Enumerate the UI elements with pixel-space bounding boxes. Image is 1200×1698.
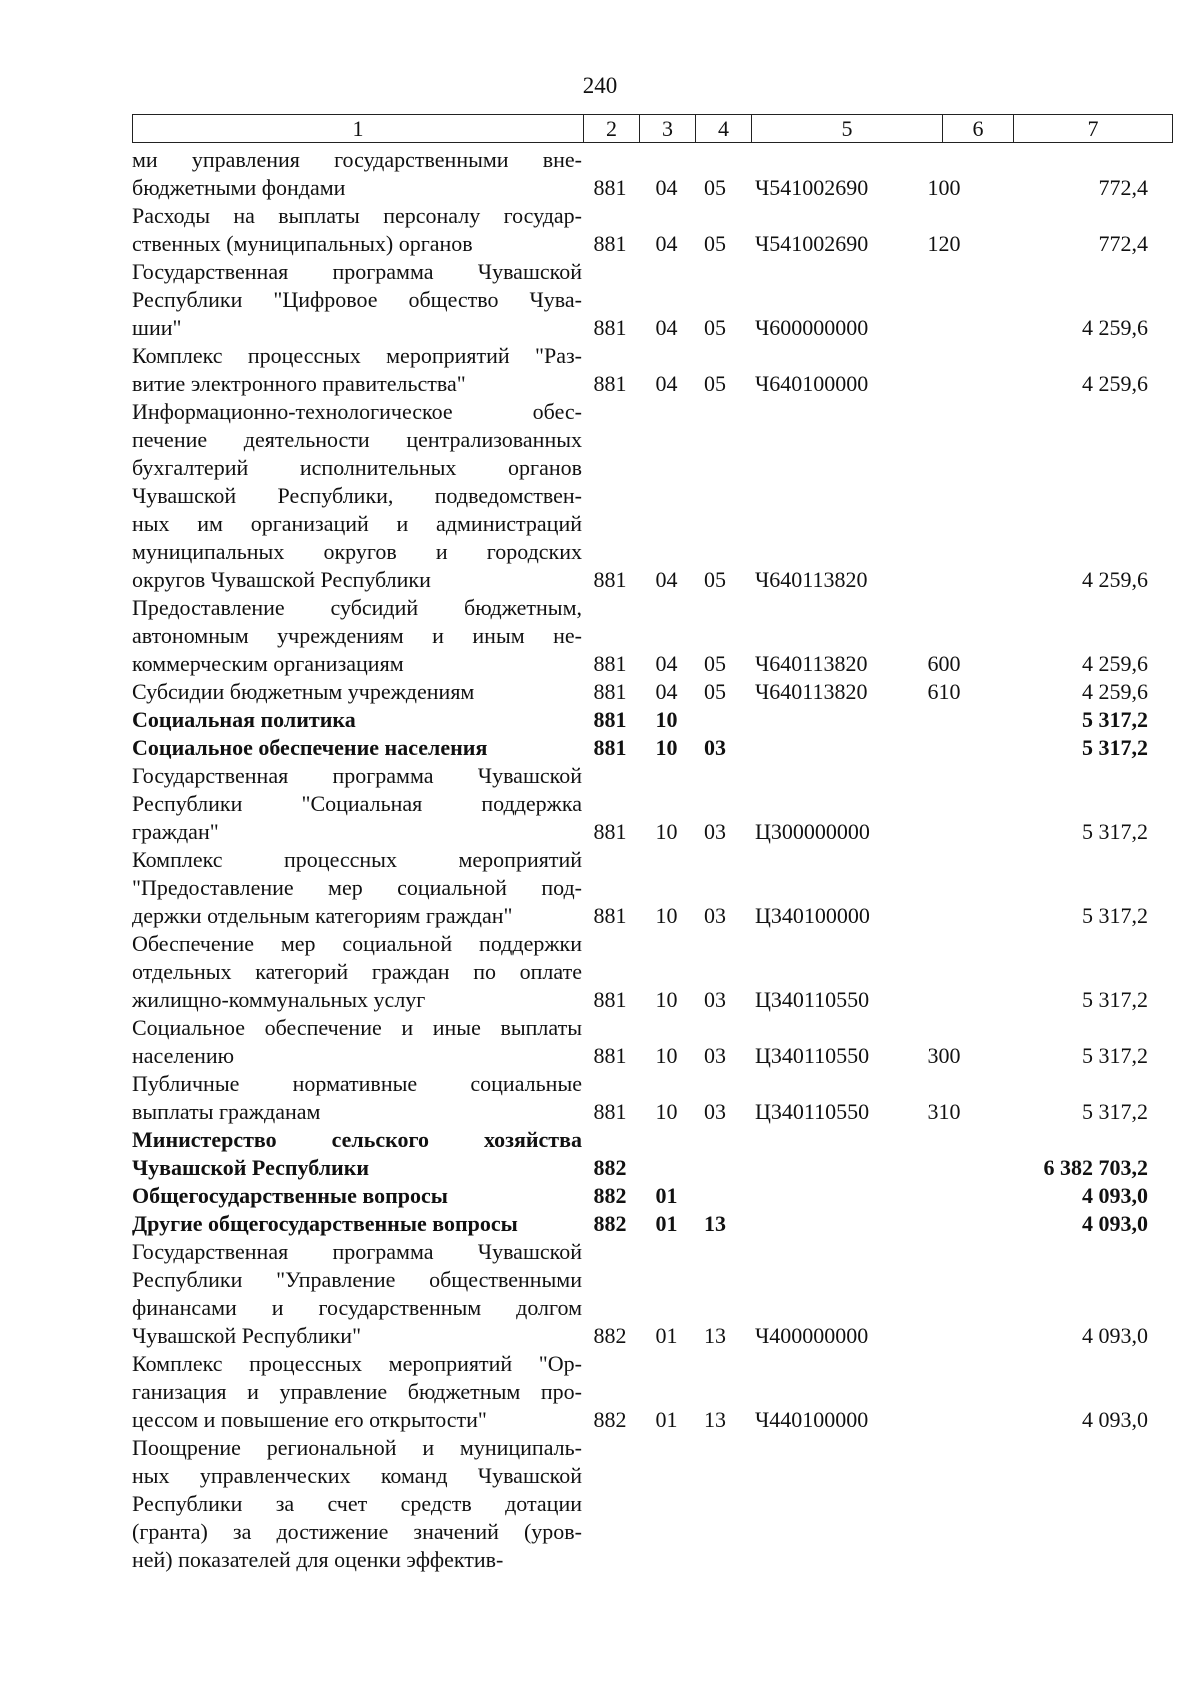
row-amount: 5 317,2: [1082, 819, 1148, 844]
row-code-subsection: 05: [704, 679, 726, 704]
row-code-subsection: 03: [704, 819, 726, 844]
description-line: граждан": [132, 819, 219, 844]
table-row: [132, 734, 1148, 762]
row-code-ministry: 882: [593, 1183, 627, 1208]
column-header-3: 3: [640, 115, 696, 143]
description-line: ми управления государственными вне-: [132, 147, 582, 172]
row-code-ministry: 882: [593, 1323, 627, 1348]
description-line: Чувашской Республики: [132, 1155, 370, 1180]
description-line: Республики "Цифровое общество Чува-: [132, 287, 582, 312]
row-code-section: 10: [655, 987, 678, 1012]
table-row: [132, 1070, 1148, 1126]
row-code-subsection: 05: [704, 315, 726, 340]
description-line: ственных (муниципальных) органов: [132, 231, 473, 256]
row-amount: 4 259,6: [1082, 371, 1148, 396]
row-code-subsection: 03: [704, 1043, 726, 1068]
row-description: [132, 762, 582, 846]
description-line: населению: [132, 1043, 235, 1068]
description-line: Социальная политика: [132, 707, 356, 732]
row-code-ministry: 881: [593, 987, 627, 1012]
description-line: бюджетными фондами: [132, 175, 346, 200]
row-amount: 4 093,0: [1082, 1323, 1148, 1348]
row-code-section: 04: [655, 231, 678, 256]
description-line: витие электронного правительства": [132, 371, 466, 396]
row-code-target: Ч640113820: [755, 679, 868, 704]
description-line: Предоставление субсидий бюджетным,: [132, 595, 582, 620]
row-description: [132, 258, 582, 342]
column-header-6: 6: [943, 115, 1014, 143]
table-row: [132, 258, 1148, 342]
row-code-target: Ц340110550: [755, 987, 870, 1012]
description-line: "Предоставление мер социальной под-: [132, 875, 582, 900]
description-line: Поощрение региональной и муниципаль-: [132, 1435, 582, 1460]
row-description: [132, 1434, 582, 1574]
row-description: [132, 1210, 582, 1238]
row-description: [132, 1014, 582, 1070]
description-line: Публичные нормативные социальные: [132, 1071, 582, 1096]
row-code-ministry: 881: [593, 567, 627, 592]
row-code-ministry: 882: [593, 1407, 627, 1432]
table-row: [132, 930, 1148, 1014]
row-code-expense-type: 600: [927, 651, 961, 676]
row-amount: 5 317,2: [1082, 903, 1148, 928]
row-code-target: Ц340100000: [755, 903, 870, 928]
description-line: Другие общегосударственные вопросы: [132, 1211, 518, 1236]
description-line: отдельных категорий граждан по оплате: [132, 959, 582, 984]
row-description: [132, 398, 582, 594]
table-row: [132, 594, 1148, 678]
row-code-section: 10: [655, 1099, 678, 1124]
description-line: выплаты гражданам: [132, 1099, 321, 1124]
row-code-subsection: 05: [704, 567, 726, 592]
column-header-4: 4: [696, 115, 752, 143]
description-line: ных им организаций и администраций: [132, 511, 582, 536]
row-code-subsection: 05: [704, 371, 726, 396]
row-amount: 4 259,6: [1082, 567, 1148, 592]
row-code-expense-type: 100: [927, 175, 961, 200]
description-line: Комплекс процессных мероприятий "Ор-: [132, 1351, 582, 1376]
row-description: [132, 1126, 582, 1182]
row-description: [132, 678, 582, 706]
description-line: шии": [132, 315, 182, 340]
row-code-target: Ц340110550: [755, 1043, 870, 1068]
row-code-subsection: 05: [704, 175, 726, 200]
row-code-section: 10: [655, 819, 678, 844]
row-amount: 772,4: [1098, 231, 1148, 256]
row-description: [132, 1238, 582, 1350]
table-row: [132, 202, 1148, 258]
row-code-ministry: 882: [593, 1211, 627, 1236]
description-line: Комплекс процессных мероприятий: [132, 847, 582, 872]
row-amount: 5 317,2: [1082, 1043, 1148, 1068]
description-line: Социальное обеспечение и иные выплаты: [132, 1015, 582, 1040]
row-amount: 772,4: [1098, 175, 1148, 200]
table-row: [132, 342, 1148, 398]
description-line: Республики за счет средств дотации: [132, 1491, 582, 1516]
row-code-target: Ц340110550: [755, 1099, 870, 1124]
row-code-section: 10: [655, 903, 678, 928]
column-header-1: 1: [133, 115, 584, 143]
description-line: Обеспечение мер социальной поддержки: [132, 931, 582, 956]
description-line: Информационно-технологическое обес-: [132, 399, 582, 424]
row-code-section: 10: [655, 1043, 678, 1068]
description-line: цессом и повышение его открытости": [132, 1407, 487, 1432]
row-code-section: 01: [655, 1183, 678, 1208]
description-line: Государственная программа Чувашской: [132, 259, 582, 284]
column-header-7: 7: [1014, 115, 1173, 143]
row-amount: 4 259,6: [1082, 651, 1148, 676]
table-row: [132, 1014, 1148, 1070]
description-line: автономным учреждениям и иным не-: [132, 623, 582, 648]
description-line: округов Чувашской Республики: [132, 567, 431, 592]
row-amount: 5 317,2: [1082, 707, 1148, 732]
table-row: [132, 1182, 1148, 1210]
description-line: Республики "Управление общественными: [132, 1267, 582, 1292]
row-code-subsection: 03: [704, 1099, 726, 1124]
row-code-ministry: 881: [593, 231, 627, 256]
row-description: [132, 1070, 582, 1126]
description-line: Субсидии бюджетным учреждениям: [132, 679, 475, 704]
row-code-ministry: 881: [593, 1043, 627, 1068]
row-description: [132, 1182, 582, 1210]
row-amount: 4 259,6: [1082, 315, 1148, 340]
row-description: [132, 342, 582, 398]
row-code-ministry: 882: [593, 1155, 627, 1180]
page-number: 240: [582, 73, 618, 98]
description-line: Чувашской Республики, подведомствен-: [132, 483, 582, 508]
row-code-subsection: 05: [704, 651, 726, 676]
row-amount: 4 093,0: [1082, 1211, 1148, 1236]
table-row: [132, 678, 1148, 706]
table-row: [132, 1434, 1148, 1574]
description-line: Государственная программа Чувашской: [132, 763, 582, 788]
description-line: ганизация и управление бюджетным про-: [132, 1379, 582, 1404]
row-code-expense-type: 610: [927, 679, 961, 704]
column-header-5: 5: [752, 115, 943, 143]
row-code-section: 04: [655, 679, 678, 704]
row-code-section: 04: [655, 315, 678, 340]
row-code-subsection: 13: [704, 1323, 726, 1348]
row-code-section: 01: [655, 1211, 678, 1236]
row-amount: 4 093,0: [1082, 1183, 1148, 1208]
description-line: ных управленческих команд Чувашской: [132, 1463, 582, 1488]
row-code-expense-type: 300: [927, 1043, 961, 1068]
description-line: муниципальных округов и городских: [132, 539, 582, 564]
row-amount: 5 317,2: [1082, 735, 1148, 760]
row-code-section: 04: [655, 175, 678, 200]
row-description: [132, 706, 582, 734]
row-description: [132, 846, 582, 930]
description-line: Республики "Социальная поддержка: [132, 791, 582, 816]
row-code-section: 10: [655, 707, 678, 732]
row-code-ministry: 881: [593, 315, 627, 340]
table-row: [132, 398, 1148, 594]
row-code-subsection: 03: [704, 735, 726, 760]
description-line: финансами и государственным долгом: [132, 1295, 582, 1320]
row-code-ministry: 881: [593, 707, 627, 732]
description-line: Министерство сельского хозяйства: [132, 1127, 582, 1152]
description-line: бухгалтерий исполнительных органов: [132, 455, 582, 480]
table-row: [132, 1210, 1148, 1238]
description-line: Расходы на выплаты персоналу государ-: [132, 203, 582, 228]
table-row: [132, 1126, 1148, 1182]
budget-table-body: [132, 146, 1148, 1574]
description-line: Социальное обеспечение населения: [132, 735, 488, 760]
row-code-target: Ч640100000: [755, 371, 869, 396]
row-code-section: 04: [655, 651, 678, 676]
row-amount: 5 317,2: [1082, 987, 1148, 1012]
table-row: [132, 1350, 1148, 1434]
description-line: Государственная программа Чувашской: [132, 1239, 582, 1264]
row-code-subsection: 03: [704, 903, 726, 928]
row-code-section: 04: [655, 371, 678, 396]
row-code-section: 01: [655, 1407, 678, 1432]
table-row: [132, 706, 1148, 734]
row-code-ministry: 881: [593, 651, 627, 676]
row-amount: 4 093,0: [1082, 1407, 1148, 1432]
row-description: [132, 1350, 582, 1434]
row-code-subsection: 13: [704, 1211, 726, 1236]
row-code-target: Ч600000000: [755, 315, 869, 340]
row-description: [132, 202, 582, 258]
row-amount: 5 317,2: [1082, 1099, 1148, 1124]
row-code-ministry: 881: [593, 679, 627, 704]
description-line: (гранта) за достижение значений (уров-: [132, 1519, 582, 1544]
row-code-subsection: 03: [704, 987, 726, 1012]
row-amount: 4 259,6: [1082, 679, 1148, 704]
description-line: печение деятельности централизованных: [132, 427, 582, 452]
row-code-section: 10: [655, 735, 678, 760]
description-line: жилищно-коммунальных услуг: [132, 987, 426, 1012]
table-row: [132, 146, 1148, 202]
row-code-section: 04: [655, 567, 678, 592]
row-code-ministry: 881: [593, 371, 627, 396]
row-code-target: Ч541002690: [755, 231, 869, 256]
description-line: держки отдельным категориям граждан": [132, 903, 513, 928]
row-code-expense-type: 310: [927, 1099, 961, 1124]
row-code-section: 01: [655, 1323, 678, 1348]
row-code-subsection: 05: [704, 231, 726, 256]
row-code-ministry: 881: [593, 903, 627, 928]
row-description: [132, 594, 582, 678]
row-code-target: Ч640113820: [755, 567, 868, 592]
row-code-target: Ч440100000: [755, 1407, 869, 1432]
row-code-target: Ч640113820: [755, 651, 868, 676]
description-line: Чувашской Республики": [132, 1323, 362, 1348]
description-line: Комплекс процессных мероприятий "Раз-: [132, 343, 582, 368]
row-code-ministry: 881: [593, 175, 627, 200]
row-code-expense-type: 120: [927, 231, 961, 256]
description-line: коммерческим организациям: [132, 651, 404, 676]
row-code-ministry: 881: [593, 819, 627, 844]
column-header-row: [132, 114, 1173, 143]
table-row: [132, 1238, 1148, 1350]
row-code-target: Ч400000000: [755, 1323, 869, 1348]
table-row: [132, 846, 1148, 930]
row-code-ministry: 881: [593, 735, 627, 760]
column-header-2: 2: [584, 115, 640, 143]
row-description: [132, 734, 582, 762]
row-code-ministry: 881: [593, 1099, 627, 1124]
row-code-target: Ц300000000: [755, 819, 870, 844]
row-amount: 6 382 703,2: [1043, 1155, 1148, 1180]
row-description: [132, 930, 582, 1014]
table-row: [132, 762, 1148, 846]
row-code-subsection: 13: [704, 1407, 726, 1432]
description-line: Общегосударственные вопросы: [132, 1183, 448, 1208]
row-description: [132, 146, 582, 202]
description-line: ней) показателей для оценки эффектив-: [132, 1547, 504, 1572]
row-code-target: Ч541002690: [755, 175, 869, 200]
